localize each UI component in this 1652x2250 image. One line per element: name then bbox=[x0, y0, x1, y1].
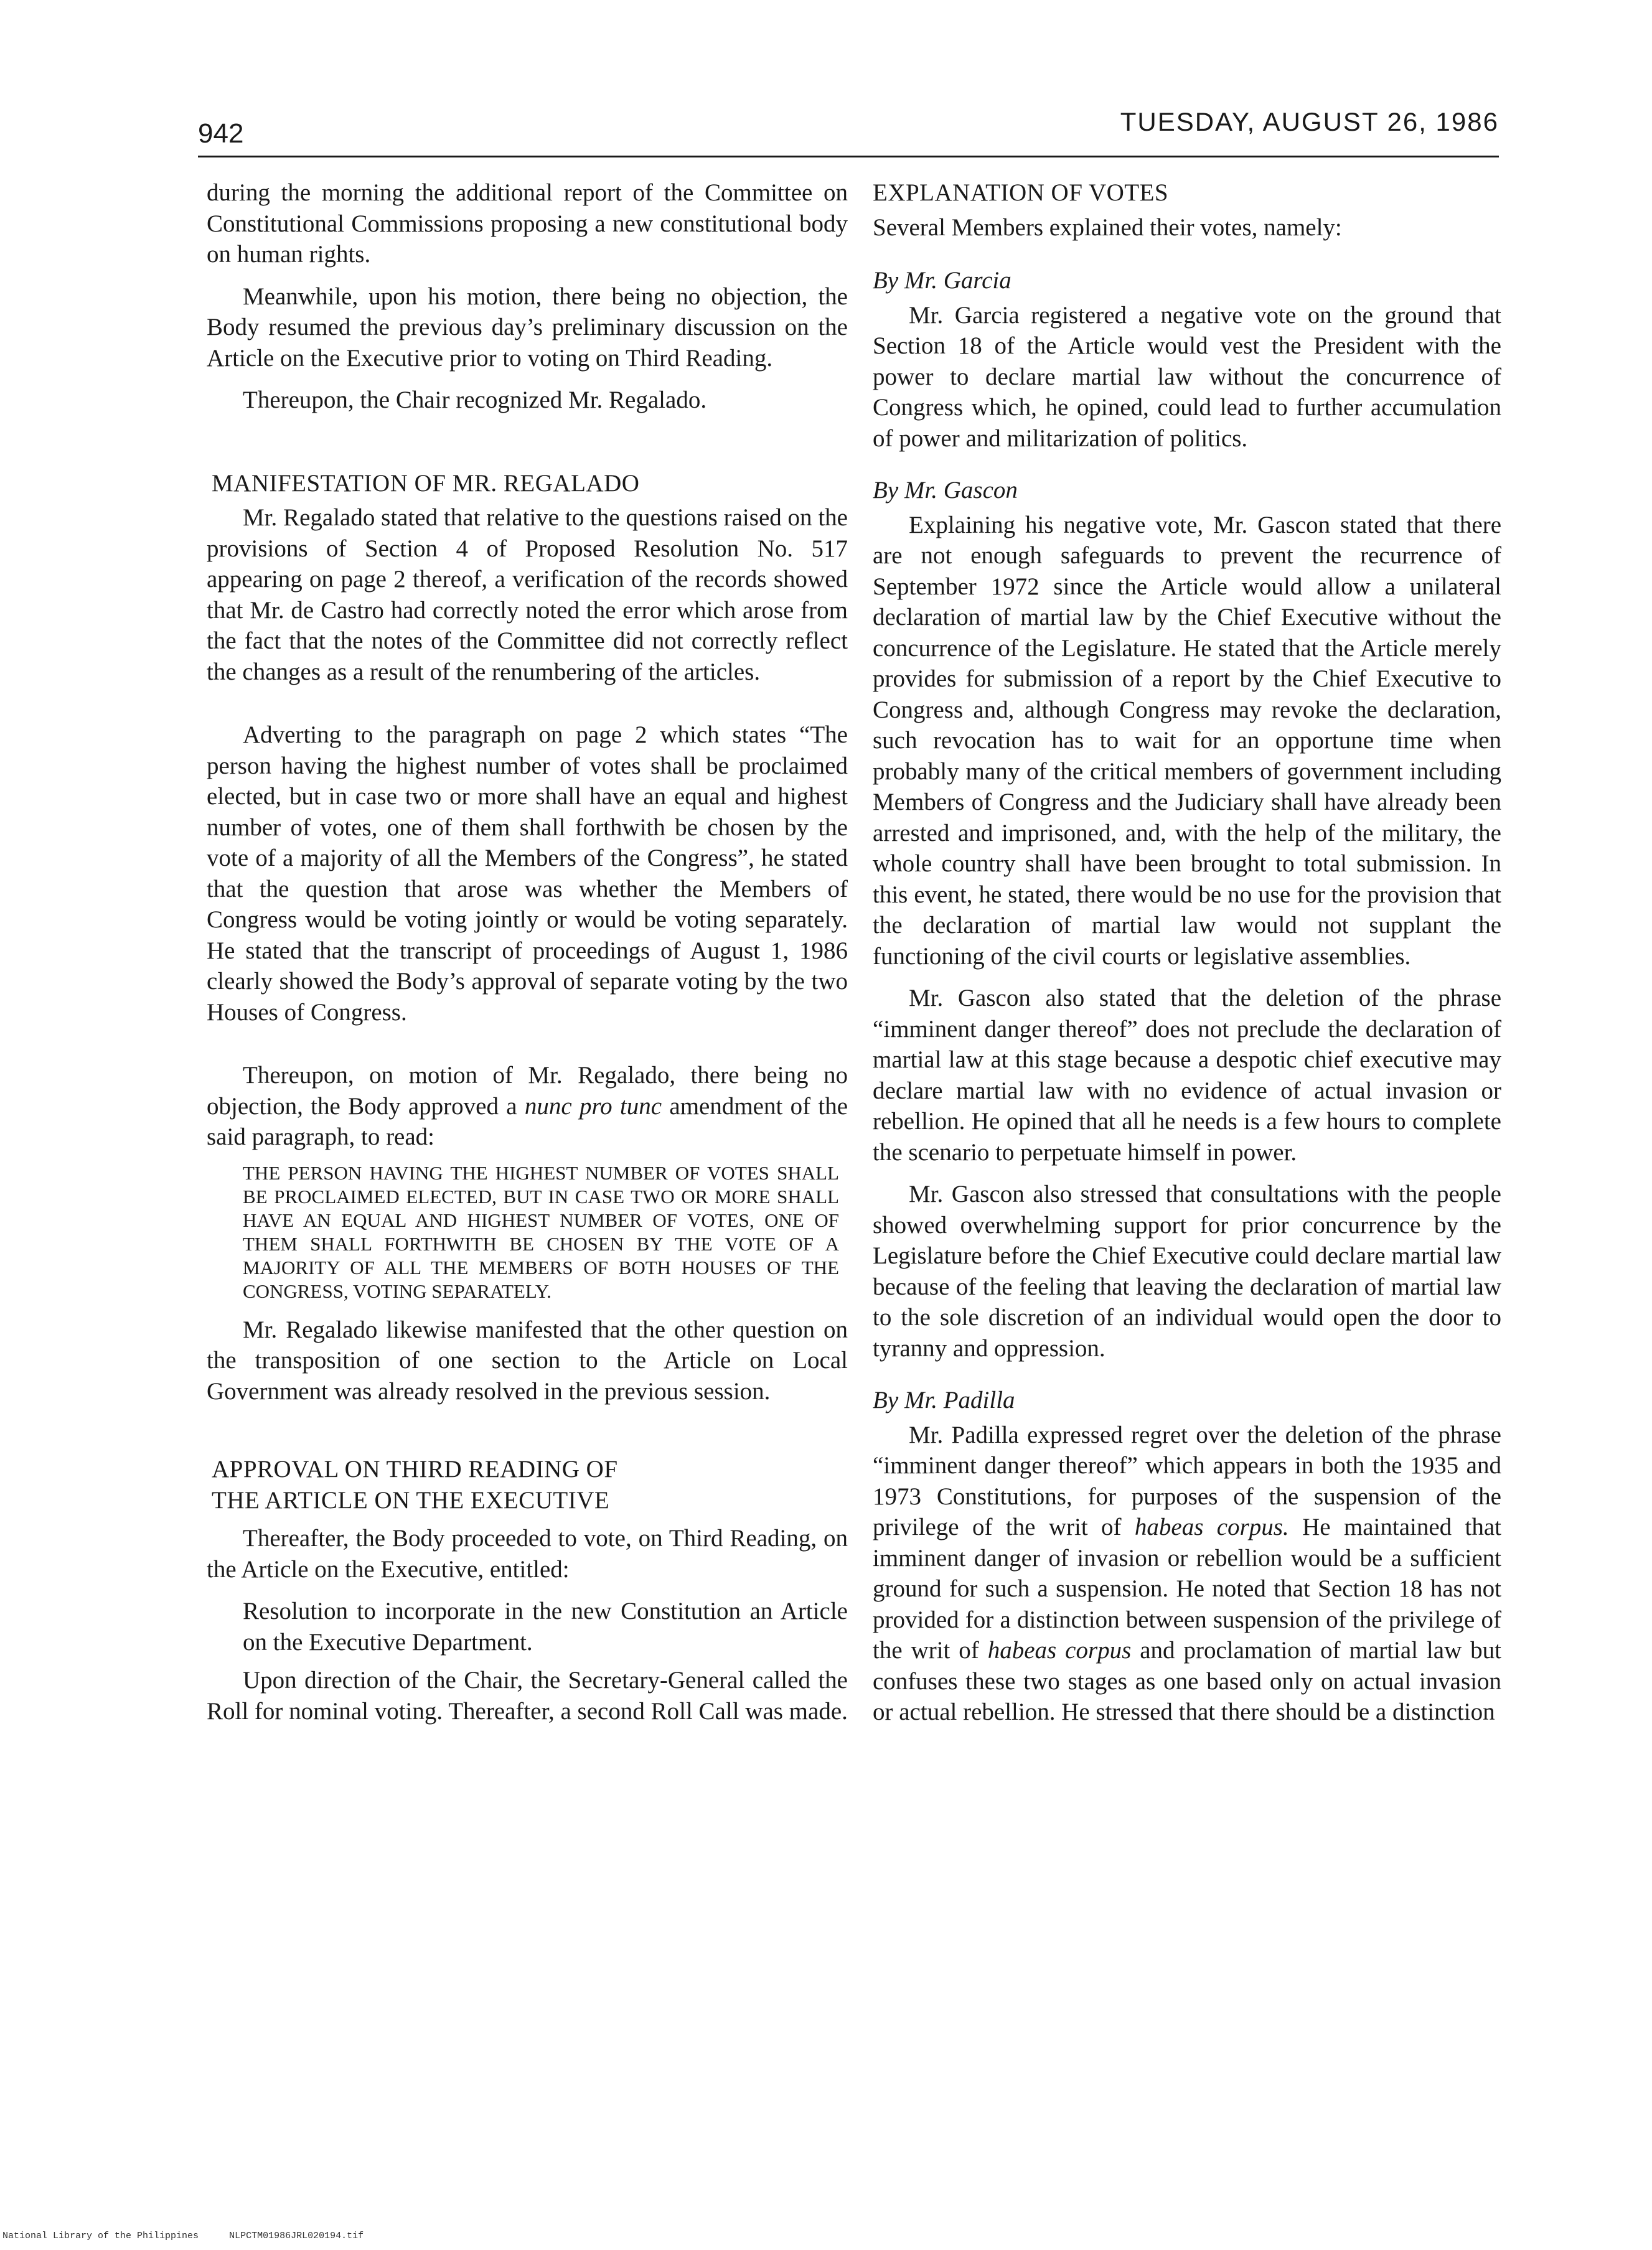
scan-footer bbox=[2, 2231, 388, 2241]
right-column bbox=[873, 177, 1501, 1728]
paragraph bbox=[207, 1060, 848, 1153]
speaker-byline: By Mr. Garcia bbox=[873, 267, 1011, 294]
text-run: Mr. Padilla expressed regret over the deletion of the phrase “imminent danger thereof” which appears in both the 1935 and 1973 Constitutions, for purposes of the suspension of the privilege of the writ of bbox=[873, 1421, 1501, 1540]
text-run: He maintained that imminent danger of invasion or rebellion would be a sufficient ground for such a suspension. He noted that Section 18 has not provided for a distinction between suspension of the privilege of the writ of bbox=[873, 1514, 1502, 1664]
section-heading: EXPLANATION OF VOTES bbox=[873, 179, 1169, 206]
section-heading: MANIFESTATION OF MR. REGALADO bbox=[212, 469, 640, 497]
speaker-byline: By Mr. Gascon bbox=[873, 477, 1018, 504]
text-run: Thereupon, on motion of Mr. Regalado, there being no objection, the Body approved a bbox=[207, 1062, 848, 1120]
left-column bbox=[207, 177, 848, 1727]
paragraph bbox=[873, 1420, 1501, 1728]
paragraph: Mr. Regalado stated that relative to the questions raised on the provisions of Section 4 of Proposed Resolution No. 517 appearing on page 2 thereof, a verification of the records showed that Mr. de Castro had correctly noted the error which arose from the fact that the notes of the Committee did not correctly reflect the changes as a result of the renumbering of the articles. bbox=[207, 504, 848, 685]
section-heading bbox=[212, 1454, 848, 1516]
latin-term: habeas corpus. bbox=[1134, 1514, 1289, 1540]
paragraph: Mr. Gascon also stressed that consultations with the people showed overwhelming support for prior concurrence by the Legislature before the Chief Executive could declare martial law because of the feeling that leaving the declaration of martial law to the sole discretion of an individual would open the door to tyranny and oppression. bbox=[873, 1181, 1501, 1362]
scan-filename: NLPCTM01986JRL020194.tif bbox=[229, 2231, 364, 2241]
paragraph: during the morning the additional report of the Committee on Constitutional Commissions proposing a new constitutional body on human rights. bbox=[207, 179, 848, 268]
text-run: and proclamation of martial law but confuses these two stages as one based only on actual invasion or actual rebellion. He stressed that there should be a distinction bbox=[873, 1637, 1501, 1725]
latin-term: nunc pro tunc bbox=[524, 1092, 662, 1120]
speaker-byline: By Mr. Padilla bbox=[873, 1387, 1015, 1413]
latin-term: habeas corpus bbox=[987, 1637, 1132, 1664]
library-credit: National Library of the Philippines bbox=[2, 2231, 199, 2241]
paragraph: Several Members explained their votes, namely: bbox=[873, 213, 1342, 241]
paragraph: Explaining his negative vote, Mr. Gascon stated that there are not enough safeguards to prevent the recurrence of September 1972 since the Article would allow a unilateral declaration of martial law by the Chief Executive without the concurrence of the Legislature. He stated that the Article merely provides for submission of a report by the Chief Executive to Congress and, although Congress may revoke the declaration, such revocation has to wait for an opportune time when probably many of the critical members of government including Members of Congress and the Judiciary shall have already been arrested and imprisoned, and, with the help of the military, the whole country shall have been brought to total submission. In this event, he stated, there would be no use for the provision that the declaration of martial law would not supplant the functioning of the civil courts or legislative assemblies. bbox=[873, 511, 1501, 970]
paragraph: Thereupon, the Chair recognized Mr. Regalado. bbox=[243, 387, 707, 413]
page-number: 942 bbox=[198, 118, 244, 149]
heading-line: APPROVAL ON THIRD READING OF bbox=[212, 1456, 618, 1483]
session-date: TUESDAY, AUGUST 26, 1986 bbox=[1120, 107, 1499, 136]
paragraph: Thereafter, the Body proceeded to vote, on Third Reading, on the Article on the Executive, entitled: bbox=[207, 1525, 848, 1583]
resolution-title: Resolution to incorporate in the new Constitution an Article on the Executive Department. bbox=[243, 1598, 848, 1656]
amendment-quote: THE PERSON HAVING THE HIGHEST NUMBER OF VOTES SHALL BE PROCLAIMED ELECTED, BUT IN CASE TWO OR MORE SHALL HAVE AN EQUAL AND HIGHEST NUMBER OF VOTES, ONE OF THEM SHALL FORTHWITH BE CHOSEN BY THE VOTE OF A MAJORITY OF ALL THE MEMBERS OF BOTH HOUSES OF THE CONGRESS, VOTING SEPARATELY. bbox=[243, 1161, 839, 1302]
heading-line: THE ARTICLE ON THE EXECUTIVE bbox=[212, 1486, 610, 1514]
text-run: amendment of the said paragraph, to read: bbox=[207, 1092, 848, 1150]
header-rule bbox=[198, 156, 1499, 157]
paragraph: Mr. Gascon also stated that the deletion of the phrase “imminent danger thereof” does not preclude the declaration of martial law at this stage because a despotic chief executive may declare martial law with no evidence of actual invasion or rebellion. He opined that all he needs is a few hours to complete the scenario to perpetuate himself in power. bbox=[873, 985, 1501, 1166]
paragraph: Adverting to the paragraph on page 2 which states “The person having the highest number of votes shall be proclaimed elected, but in case two or more shall have an equal and highest number of votes, one of them shall forthwith be chosen by the vote of a majority of all the Members of the Congress”, he stated that the question that arose was whether the Members of Congress would be voting jointly or would be voting separately. He stated that the transcript of proceedings of August 1, 1986 clearly showed the Body’s approval of separate voting by the two Houses of Congress. bbox=[207, 721, 848, 1026]
paragraph: Upon direction of the Chair, the Secretary-General called the Roll for nominal voting. Thereafter, a second Roll Call was made. bbox=[207, 1667, 848, 1725]
paragraph: Meanwhile, upon his motion, there being no objection, the Body resumed the previous day’s preliminary discussion on the Article on the Executive prior to voting on Third Reading. bbox=[207, 283, 848, 372]
paragraph: Mr. Garcia registered a negative vote on the ground that Section 18 of the Article would vest the President with the power to declare martial law without the concurrence of Congress which, he opined, could lead to further accumulation of power and militarization of politics. bbox=[873, 301, 1501, 452]
paragraph: Mr. Regalado likewise manifested that the other question on the transposition of one section to the Article on Local Government was already resolved in the previous session. bbox=[207, 1316, 848, 1405]
